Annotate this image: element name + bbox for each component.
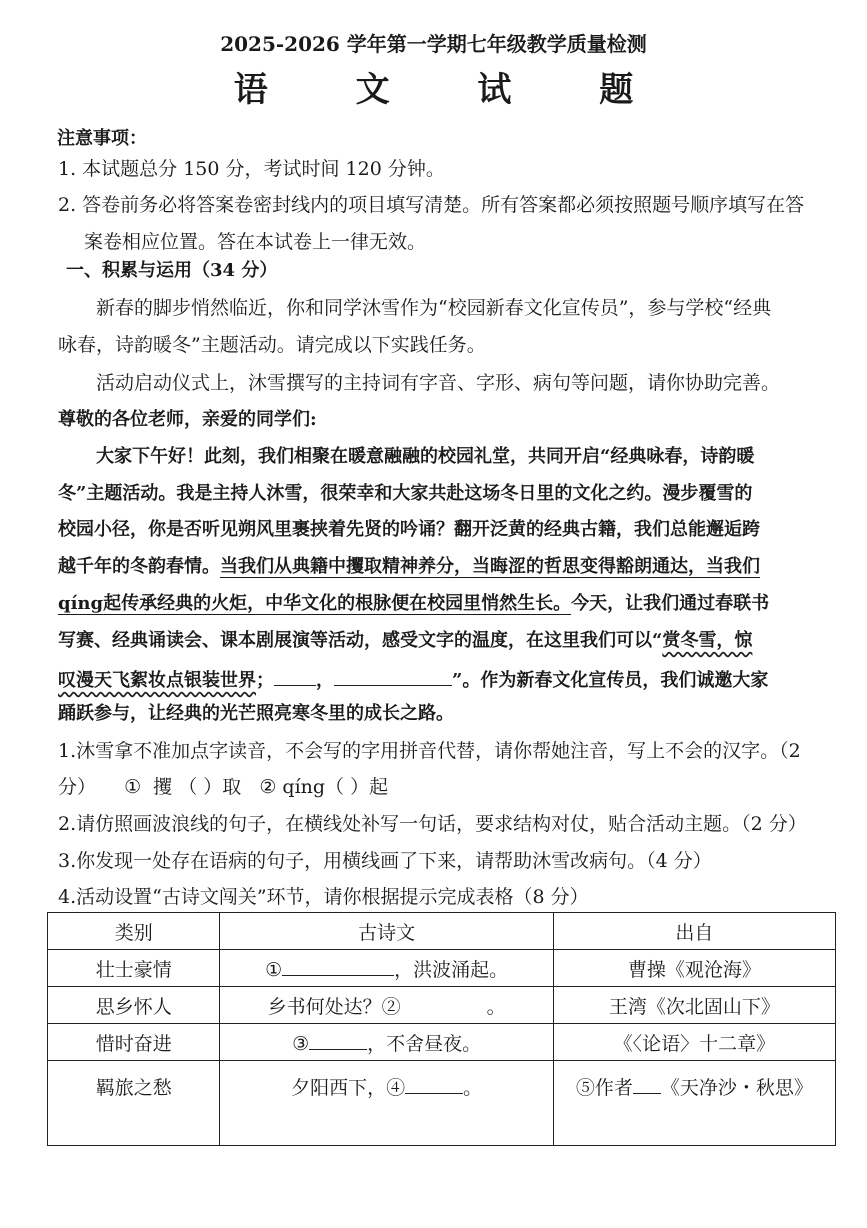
speech-line-7 — [58, 669, 768, 690]
poem-blank-4[interactable] — [405, 1077, 463, 1094]
q1-score-tail: 分） — [58, 776, 97, 798]
semicolon: ； — [256, 670, 274, 691]
section-1-heading: 一、积累与运用（34 分） — [66, 260, 278, 281]
section-1-intro-line3: 活动启动仪式上，沐雪撰写的主持词有字音、字形、病句等问题，请你协助完善。 — [96, 372, 781, 394]
exam-title: 语 文 试 题 — [233, 70, 672, 110]
row-category: 壮士豪情 — [48, 950, 220, 987]
notice-item-1: 1. 本试题总分 150 分，考试时间 120 分钟。 — [58, 158, 445, 180]
section-1-intro-line2: 咏春，诗韵暖冬”主题活动。请完成以下实践任务。 — [58, 334, 486, 356]
notice-item-2-line2: 案卷相应位置。答在本试卷上一律无效。 — [84, 231, 427, 253]
table-row — [48, 950, 836, 987]
wavy-sentence-part1: 赏冬雪，惊 — [662, 630, 753, 651]
faulty-sentence-underline-cont: 起传承经典的火炬，中华文化的根脉便在校园里悄然生长。 — [103, 593, 572, 614]
poem-suffix: 。 — [463, 1077, 483, 1099]
table-row — [48, 987, 836, 1024]
row-category: 羁旅之愁 — [48, 1061, 220, 1146]
row-source: 曹操《观沧海》 — [553, 950, 835, 987]
source-suffix: 《天净沙・秋思》 — [660, 1077, 813, 1099]
q1-answer-slot-2[interactable]: （ ）起 — [325, 776, 389, 798]
poem-prefix: ① — [265, 958, 283, 981]
header-poem: 古诗文 — [220, 913, 553, 950]
notice-heading: 注意事项： — [57, 128, 147, 149]
row-poem — [220, 1061, 553, 1146]
q1-char-jue: 攫 — [153, 776, 173, 798]
q1-pinyin-qing: qíng — [282, 776, 326, 798]
row-source: 王湾《次北固山下》 — [553, 987, 835, 1024]
row-source — [553, 1061, 835, 1146]
row-poem — [220, 1024, 553, 1061]
poem-blank-1[interactable] — [282, 959, 394, 976]
notice-item-2-line1: 2. 答卷前务必将答案卷密封线内的项目填写清楚。所有答案都必须按照题号顺序填写在答 — [58, 194, 805, 216]
speech-greeting: 尊敬的各位老师，亲爱的同学们: — [58, 409, 317, 430]
author-blank[interactable] — [633, 1077, 661, 1094]
wavy-sentence-part2: 叹漫天飞絮妆点银装世界 — [58, 670, 256, 691]
speech-line-6 — [58, 632, 752, 650]
question-2: 2.请仿照画波浪线的句子，在横线处补写一句话，要求结构对仗，贴合活动主题。（2 分） — [58, 813, 807, 835]
row-poem — [220, 987, 553, 1024]
poetry-table — [47, 912, 836, 1146]
row-category: 思乡怀人 — [48, 987, 220, 1024]
header-source: 出自 — [553, 913, 835, 950]
speech-line-4-plain: 越千年的冬韵春情。 — [58, 556, 220, 577]
poem-prefix: ③ — [292, 1032, 310, 1055]
table-header-row — [48, 913, 836, 950]
speech-line-6-plain: 写赛、经典诵读会、课本剧展演等活动，感受文字的温度，在这里我们可以“ — [58, 630, 663, 651]
speech-line-5 — [58, 595, 769, 613]
speech-line-1: 大家下午好！此刻，我们相聚在暖意融融的校园礼堂，共同开启“经典咏春，诗韵暖 — [96, 446, 755, 467]
source-prefix: ⑤作者 — [575, 1077, 633, 1099]
speech-line-2: 冬”主题活动。我是主持人沐雪，很荣幸和大家共赴这场冬日里的文化之约。漫步覆雪的 — [58, 483, 753, 504]
table-row — [48, 1024, 836, 1061]
question-3: 3.你发现一处存在语病的句子，用横线画了下来，请帮助沐雪改病句。（4 分） — [58, 850, 712, 872]
table-row — [48, 1061, 836, 1146]
poem-suffix: ，洪波涌起。 — [394, 958, 509, 981]
poem-blank-3[interactable] — [309, 1033, 367, 1050]
row-category: 惜时奋进 — [48, 1024, 220, 1061]
poem-prefix: 乡书何处达？② — [267, 995, 401, 1018]
speech-line-4 — [58, 558, 760, 576]
poem-suffix: ，不舍昼夜。 — [367, 1032, 482, 1055]
speech-line-7-tail: ”。作为新春文化宣传员，我们诚邀大家 — [452, 670, 769, 691]
poem-prefix: 夕阳西下，④ — [291, 1077, 406, 1099]
faulty-sentence-underline: 当我们从典籍中攫取精神养分，当晦涩的哲思变得豁朗通达，当我们 — [220, 556, 760, 577]
question-1-line1: 1.沐雪拿不准加点字读音，不会写的字用拼音代替，请你帮她注音，写上不会的汉字。（2 — [58, 740, 801, 762]
answer-blank-2[interactable] — [334, 669, 452, 686]
speech-line-3: 校园小径，你是否听见朔风里裹挟着先贤的吟诵？翻开泛黄的经典古籍，我们总能邂逅跨 — [58, 519, 760, 540]
answer-blank-1[interactable] — [274, 669, 316, 686]
q1-marker-1: ① — [124, 776, 142, 798]
speech-line-5-plain: 今天，让我们通过春联书 — [571, 593, 770, 614]
poem-suffix: 。 — [486, 995, 506, 1018]
row-poem — [220, 950, 553, 987]
question-4: 4.活动设置“古诗文闯关”环节，请你根据提示完成表格（8 分） — [58, 886, 589, 908]
question-1-line2 — [58, 778, 388, 797]
exam-header: 2025-2026 学年第一学期七年级教学质量检测 — [220, 32, 647, 56]
comma: ， — [316, 670, 334, 691]
section-1-intro-line1: 新春的脚步悄然临近，你和同学沐雪作为“校园新春文化宣传员”，参与学校“经典 — [96, 297, 772, 319]
row-source: 《〈论语〉十二章》 — [553, 1024, 835, 1061]
q1-marker-2: ② — [259, 776, 277, 798]
speech-line-8: 踊跃参与，让经典的光芒照亮寒冬里的成长之路。 — [58, 703, 454, 724]
pinyin-qing-underlined: qíng — [58, 593, 104, 614]
q1-answer-slot-1[interactable]: （ ）取 — [178, 776, 242, 798]
header-category: 类别 — [48, 913, 220, 950]
